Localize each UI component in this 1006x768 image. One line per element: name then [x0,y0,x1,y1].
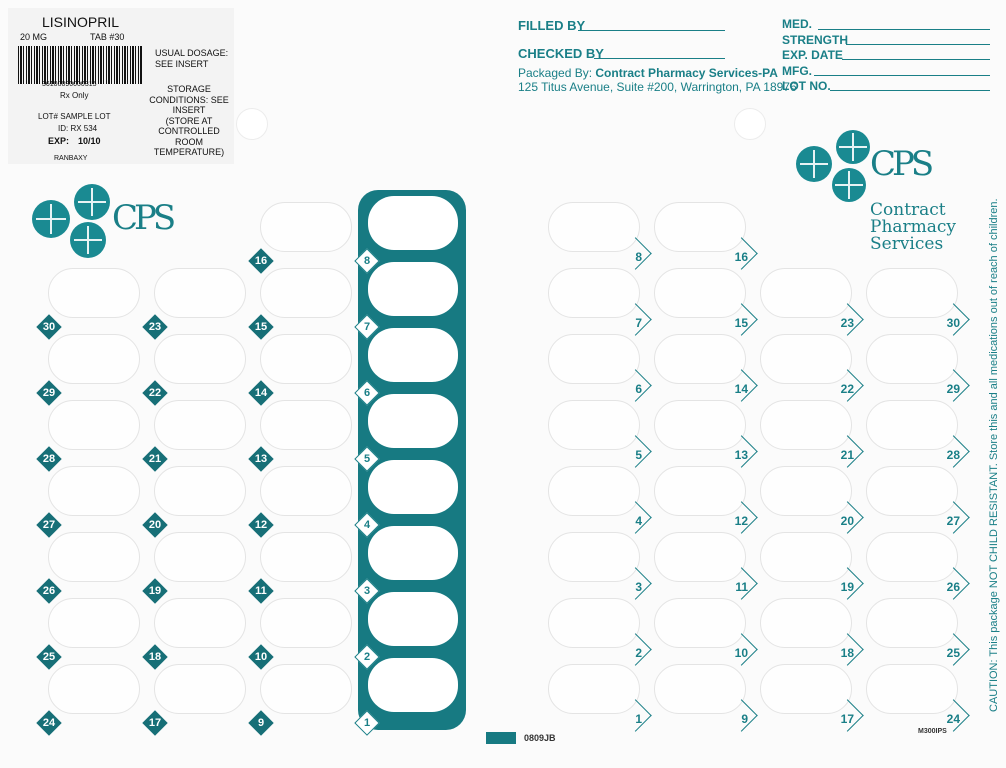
blister-cell[interactable] [866,334,958,384]
blister-cell[interactable] [368,592,458,646]
day-number: 11 [255,585,267,597]
blister-cell[interactable] [48,334,140,384]
blister-cell[interactable] [654,334,746,384]
day-marker [36,380,62,406]
blister-cell[interactable] [548,268,640,318]
company-name [870,202,956,253]
blister-cell[interactable] [48,532,140,582]
day-number: 23 [148,321,162,333]
pill-disc-icon [70,222,106,258]
blister-cell[interactable] [260,400,352,450]
company-name-line: Services [870,234,944,254]
day-number: 12 [734,514,748,528]
storage-line: STORAGE [167,84,211,94]
field-med-line[interactable] [818,29,990,30]
company-name-line: Pharmacy [870,217,957,237]
blister-cell[interactable] [368,196,458,250]
blister-cell[interactable] [260,532,352,582]
day-number: 2 [363,651,371,663]
blister-cell[interactable] [260,268,352,318]
blister-cell[interactable] [260,466,352,516]
day-number: 6 [363,387,371,399]
blister-cell[interactable] [654,598,746,648]
day-number: 12 [254,519,268,531]
day-number: 5 [635,448,642,462]
day-number: 27 [42,519,56,531]
blister-cell[interactable] [368,658,458,712]
blister-cell[interactable] [48,400,140,450]
day-number: 26 [42,585,56,597]
day-marker [142,578,168,604]
field-exp-date-line[interactable] [842,59,990,60]
day-number: 21 [840,448,854,462]
blister-cell[interactable] [866,466,958,516]
day-marker [142,380,168,406]
lot-number: LOT# SAMPLE LOT [38,112,111,121]
manufacturer: RANBAXY [54,155,88,162]
day-marker [142,314,168,340]
day-number: 23 [840,316,854,330]
blister-cell[interactable] [654,268,746,318]
checked-by-line[interactable] [594,58,725,59]
day-number: 26 [946,580,960,594]
day-marker [142,644,168,670]
exp-value: 10/10 [78,136,101,146]
day-number: 9 [741,712,748,726]
blister-cell[interactable] [548,466,640,516]
day-number: 28 [946,448,960,462]
blister-cell[interactable] [154,598,246,648]
day-number: 25 [42,651,56,663]
day-number: 22 [148,387,162,399]
tablet-count: TAB #30 [90,32,125,42]
storage-line: CONDITIONS: SEE [149,94,229,105]
day-number: 9 [257,717,265,729]
blister-cell[interactable] [154,334,246,384]
blister-cell[interactable] [760,598,852,648]
blister-cell[interactable] [368,394,458,448]
day-number: 25 [946,646,960,660]
cps-logo-right [796,130,996,260]
blister-cell[interactable] [368,328,458,382]
day-number: 3 [635,580,642,594]
blister-cell[interactable] [654,400,746,450]
pill-disc-icon [32,200,70,238]
blister-cell[interactable] [368,262,458,316]
rx-only: Rx Only [60,91,89,100]
blister-cell[interactable] [154,664,246,714]
blister-cell[interactable] [548,400,640,450]
blister-cell[interactable] [760,532,852,582]
day-marker [248,578,274,604]
day-number: 18 [840,646,854,660]
day-number: 27 [946,514,960,528]
company-name-line: Contract [870,200,946,220]
blister-cell[interactable] [866,400,958,450]
blister-cell[interactable] [368,460,458,514]
day-marker [36,446,62,472]
blister-cell[interactable] [48,664,140,714]
blister-cell[interactable] [548,334,640,384]
day-number: 19 [148,585,162,597]
pill-disc-icon [796,146,832,182]
packaged-by [518,66,778,80]
day-marker [36,512,62,538]
storage-line: CONTROLLED ROOM [158,126,220,147]
day-number: 15 [254,321,268,333]
day-number: 29 [42,387,56,399]
field-exp-date: EXP. DATE [782,48,843,62]
barcode [18,46,142,84]
field-mfg-line[interactable] [814,75,990,76]
field-strength-line[interactable] [846,44,990,45]
day-number: 30 [42,321,56,333]
cps-mark: CPS [870,144,931,184]
day-marker [36,314,62,340]
day-marker [142,710,168,736]
day-marker [142,446,168,472]
day-marker [248,512,274,538]
day-marker [36,578,62,604]
day-number: 17 [148,717,162,729]
blister-cell[interactable] [866,664,958,714]
day-number: 2 [635,646,642,660]
day-number: 4 [363,519,371,531]
day-number: 5 [363,453,371,465]
day-number: 10 [734,646,748,660]
blister-cell[interactable] [654,202,746,252]
filled-by-line[interactable] [578,30,725,31]
code-right: M300IPS [918,728,947,735]
storage-line: TEMPERATURE) [153,147,225,157]
day-number: 16 [254,255,268,267]
blister-cell[interactable] [760,268,852,318]
barcode-number: 36100090000315 [42,81,97,88]
blister-cell[interactable] [154,532,246,582]
day-number: 7 [363,321,371,333]
color-code-bar [486,732,516,744]
exp-label: EXP: [48,136,70,146]
day-number: 10 [254,651,268,663]
day-number: 20 [840,514,854,528]
storage-line: (STORE AT [165,115,213,126]
day-number: 1 [635,712,642,726]
day-number: 7 [635,316,642,330]
blister-cell[interactable] [260,664,352,714]
day-marker [248,710,274,736]
day-number: 1 [363,717,371,729]
blister-cell[interactable] [654,466,746,516]
day-number: 8 [635,250,642,264]
day-number: 30 [946,316,960,330]
blister-cell[interactable] [548,532,640,582]
day-number: 4 [635,514,642,528]
day-number: 28 [42,453,56,465]
pill-disc-icon [836,130,870,164]
pharmacy-label [8,8,234,164]
checked-by-label: CHECKED BY [518,46,604,61]
blister-cell[interactable] [48,268,140,318]
day-number: 11 [735,580,748,594]
blister-cell[interactable] [260,334,352,384]
day-number: 24 [42,717,56,729]
day-number: 13 [734,448,748,462]
day-number: 14 [254,387,268,399]
dosage-line: USUAL DOSAGE: [155,48,229,58]
day-number: 29 [946,382,960,396]
day-number: 6 [635,382,642,396]
day-marker [354,710,380,736]
blister-cell[interactable] [260,202,352,252]
filled-by-label: FILLED BY [518,18,586,33]
blister-cell[interactable] [654,532,746,582]
day-number: 14 [734,382,748,396]
storage-line: INSERT [172,105,206,115]
day-number: 8 [363,255,371,267]
day-marker [248,314,274,340]
day-number: 13 [254,453,268,465]
pill-disc-icon [832,168,866,202]
day-marker [248,446,274,472]
field-strength: STRENGTH [782,33,848,47]
blister-cell[interactable] [866,268,958,318]
day-number: 24 [946,712,960,726]
day-number: 20 [148,519,162,531]
day-number: 15 [734,316,748,330]
field-lot-no: LOT NO. [782,79,831,93]
pill-disc-icon [74,184,110,220]
blister-cell[interactable] [760,400,852,450]
day-number: 16 [734,250,748,264]
drug-name: LISINOPRIL [42,14,120,30]
day-number: 17 [840,712,854,726]
blister-cell[interactable] [260,598,352,648]
blister-cell[interactable] [154,268,246,318]
blister-cell[interactable] [866,598,958,648]
day-number: 18 [148,651,162,663]
blister-cell[interactable] [368,526,458,580]
drug-strength: 20 MG [20,32,48,42]
packaged-prefix: Packaged By: [518,66,596,80]
field-mfg: MFG. [782,64,812,78]
blister-cell[interactable] [548,202,640,252]
field-lot-no-line[interactable] [830,90,990,91]
blister-cell[interactable] [654,664,746,714]
cps-logo-left [32,184,172,264]
day-marker [248,248,274,274]
blister-cell[interactable] [154,400,246,450]
blister-cell[interactable] [48,466,140,516]
packager-address: 125 Titus Avenue, Suite #200, Warrington, PA 18976 [518,80,797,94]
day-marker [36,644,62,670]
packager-name: Contract Pharmacy Services-PA [595,66,778,80]
blister-cell[interactable] [154,466,246,516]
blister-cell[interactable] [760,334,852,384]
blister-cell[interactable] [760,664,852,714]
blister-cell[interactable] [548,598,640,648]
blister-cell[interactable] [866,532,958,582]
blister-cell[interactable] [548,664,640,714]
day-number: 22 [840,382,854,396]
day-marker [248,644,274,670]
rx-id: ID: RX 534 [58,124,98,133]
day-marker [36,710,62,736]
field-med: MED. [782,17,812,31]
storage-info [144,84,234,158]
punch-hole [236,108,268,140]
day-number: 3 [363,585,371,597]
day-marker [248,380,274,406]
blister-cell[interactable] [48,598,140,648]
day-number: 19 [840,580,854,594]
cps-mark: CPS [112,198,173,238]
code-left: 0809JB [524,733,556,743]
day-marker [142,512,168,538]
dosage-line: SEE INSERT [155,59,209,69]
blister-cell[interactable] [760,466,852,516]
day-number: 21 [148,453,162,465]
dosage-info [155,48,228,70]
punch-hole [734,108,766,140]
caution-text: CAUTION: This package NOT CHILD RESISTANT. Store this and all medications out of reach of children. [988,198,1000,712]
